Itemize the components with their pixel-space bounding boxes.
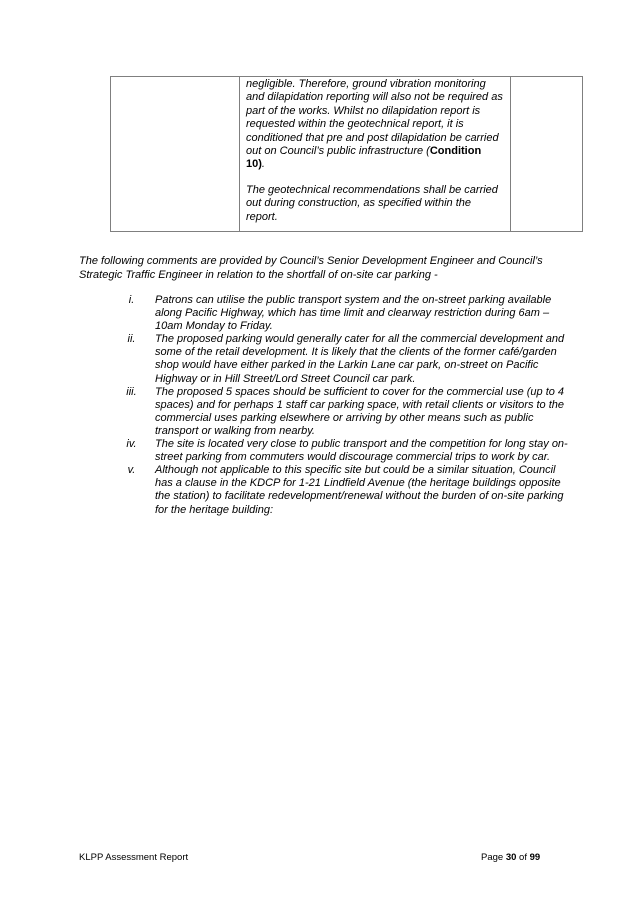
footer-report-title: KLPP Assessment Report	[79, 852, 189, 863]
footer-page-number: Page 30 of 99	[481, 852, 541, 863]
list-item-text: The site is located very close to public transport and the competition for long stay on-street parking from commuters would discourage commercial trips to work by car.	[155, 438, 568, 464]
assessment-table	[110, 76, 583, 232]
table-cell-empty-left	[111, 77, 240, 232]
list-item-number: i.	[128, 294, 135, 306]
list-item-number: iii.	[126, 385, 137, 398]
list-item	[108, 438, 570, 464]
list-item-number: iv.	[126, 438, 137, 451]
list-item-text: The proposed 5 spaces should be sufficient to cover for the commercial use (up to 4 spaces) and for perhaps 1 staff car parking space, with retail clients or visitors to the commercial uses parking elsewhere or arriving by other means such as public transport or walking from nearby.	[155, 385, 565, 437]
list-item-number: ii.	[127, 333, 136, 346]
list-item	[108, 294, 570, 333]
table-row	[111, 77, 583, 232]
comments-list	[108, 294, 570, 517]
list-item	[108, 333, 570, 385]
list-item-text: The proposed parking would generally cater for all the commercial development and some of the retail development. It is likely that the clients of the former café/garden shop would have either parked in the Larkin Lane car park, on-street on Pacific Highway or in Hill Street/Lord Street Council car park.	[155, 333, 565, 385]
list-item-text: Although not applicable to this specific site but could be a similar situation, Council has a clause in the KDCP for 1-21 Lindfield Avenue (the heritage buildings opposite the station) to facilitate redevelopment/renewal without the burden of on-site parking for the heritage building:	[155, 464, 564, 516]
list-item-number: v.	[127, 464, 136, 477]
list-item-text: Patrons can utilise the public transport system and the on-street parking available along Pacific Highway, which has time limit and clearway restriction during 6am – 10am Monday to Friday.	[155, 294, 552, 333]
table-cell-comments	[240, 77, 511, 232]
condition-reference: Condition 10)	[246, 145, 482, 171]
geotech-recommendation-paragraph: The geotechnical recommendations shall be carried out during construction, as specified within the report.	[246, 183, 498, 223]
list-item	[108, 386, 570, 438]
list-item	[108, 464, 570, 516]
geotech-paragraph: negligible. Therefore, ground vibration monitoring and dilapidation reporting will also not be required as part of the works. Whilst no dilapidation report is requested within the geotechnical report, it is conditioned that pre and post dilapidation be carried out on Council’s public infrastructure (Condition 10).	[246, 78, 503, 171]
table-cell-empty-right	[511, 77, 583, 232]
intro-paragraph: The following comments are provided by Council’s Senior Development Engineer and Council’s Strategic Traffic Engineer in relation to the shortfall of on-site car parking -	[79, 255, 543, 281]
